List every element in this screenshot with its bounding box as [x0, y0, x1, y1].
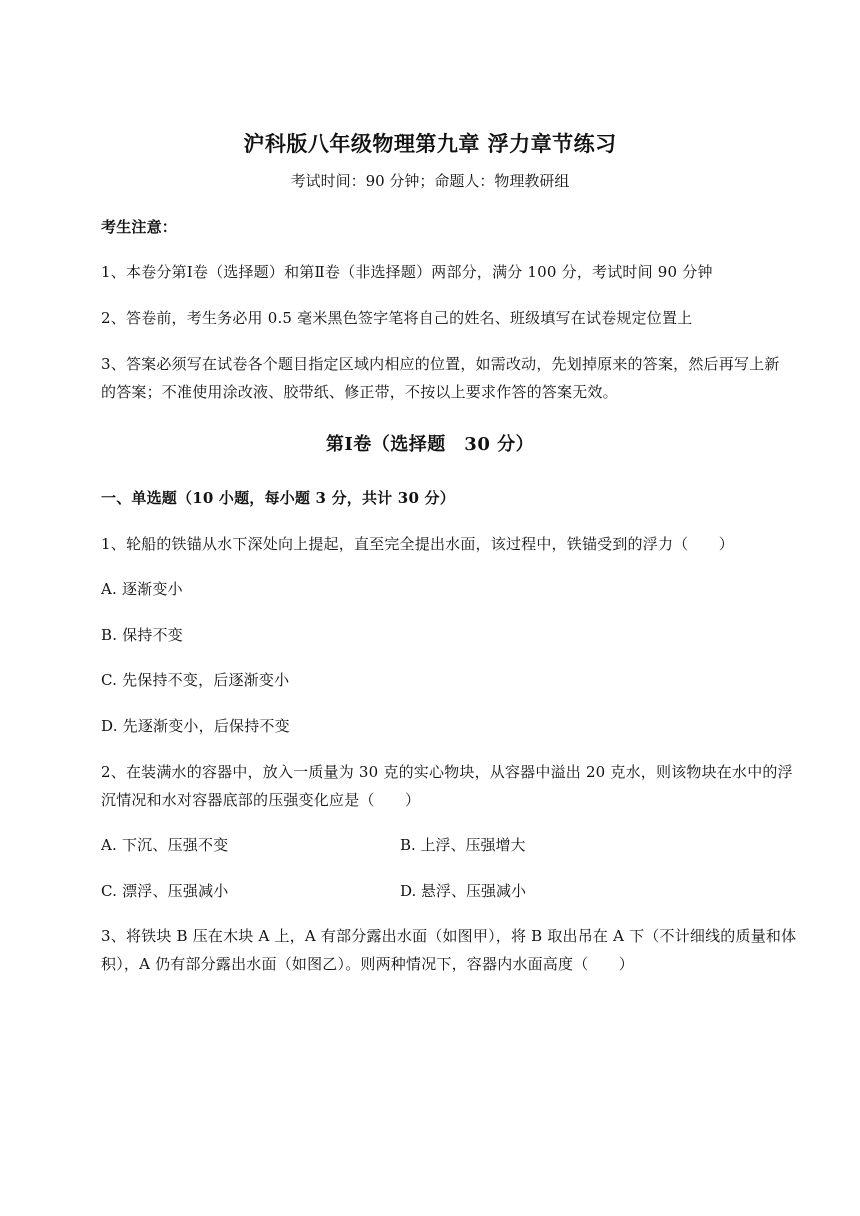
question-3-stem-line2: 积），A 仍有部分露出水面（如图乙）。则两种情况下，容器内水面高度（ ）: [101, 955, 635, 973]
part-heading: 一、单选题（10 小题，每小题 3 分，共计 30 分）: [101, 489, 455, 507]
question-3-stem-line1: 3、将铁块 B 压在木块 A 上，A 有部分露出水面（如图甲），将 B 取出吊在 A 下（不计细线的质量和体: [101, 927, 797, 945]
question-1-option-c: C. 先保持不变，后逐渐变小: [101, 671, 290, 689]
notice-heading: 考生注意：: [101, 218, 178, 236]
page-title: 沪科版八年级物理第九章 浮力章节练习: [243, 131, 617, 156]
question-1-option-d: D. 先逐渐变小，后保持不变: [101, 717, 290, 735]
question-2-option-d: D. 悬浮、压强减小: [400, 882, 527, 900]
notice-item-3-continued: 的答案；不准使用涂改液、胶带纸、修正带，不按以上要求作答的答案无效。: [101, 383, 618, 401]
question-2-option-c: C. 漂浮、压强减小: [101, 882, 229, 900]
notice-item-2: 2、答卷前，考生务必用 0.5 毫米黑色签字笔将自己的姓名、班级填写在试卷规定位置上: [101, 309, 693, 327]
question-1-option-b: B. 保持不变: [101, 626, 183, 644]
notice-item-3: 3、答案必须写在试卷各个题目指定区域内相应的位置，如需改动，先划掉原来的答案，然后再写上新: [101, 355, 780, 373]
section-title: 第Ⅰ卷（选择题 30 分）: [325, 434, 535, 455]
exam-info: 考试时间：90 分钟；命题人：物理教研组: [290, 172, 570, 190]
question-2-stem-line2: 沉情况和水对容器底部的压强变化应是（ ）: [101, 791, 421, 809]
question-1-option-a: A. 逐渐变小: [101, 580, 183, 598]
notice-item-1: 1、本卷分第Ⅰ卷（选择题）和第Ⅱ卷（非选择题）两部分，满分 100 分，考试时间 90 分钟: [101, 263, 713, 281]
question-2-option-b: B. 上浮、压强增大: [400, 836, 526, 854]
question-1-stem: 1、轮船的铁锚从水下深处向上提起，直至完全提出水面，该过程中，铁锚受到的浮力（ ）: [101, 535, 734, 553]
question-2-stem-line1: 2、在装满水的容器中，放入一质量为 30 克的实心物块，从容器中溢出 20 克水，则该物块在水中的浮: [101, 763, 793, 781]
question-2-option-a: A. 下沉、压强不变: [101, 836, 229, 854]
